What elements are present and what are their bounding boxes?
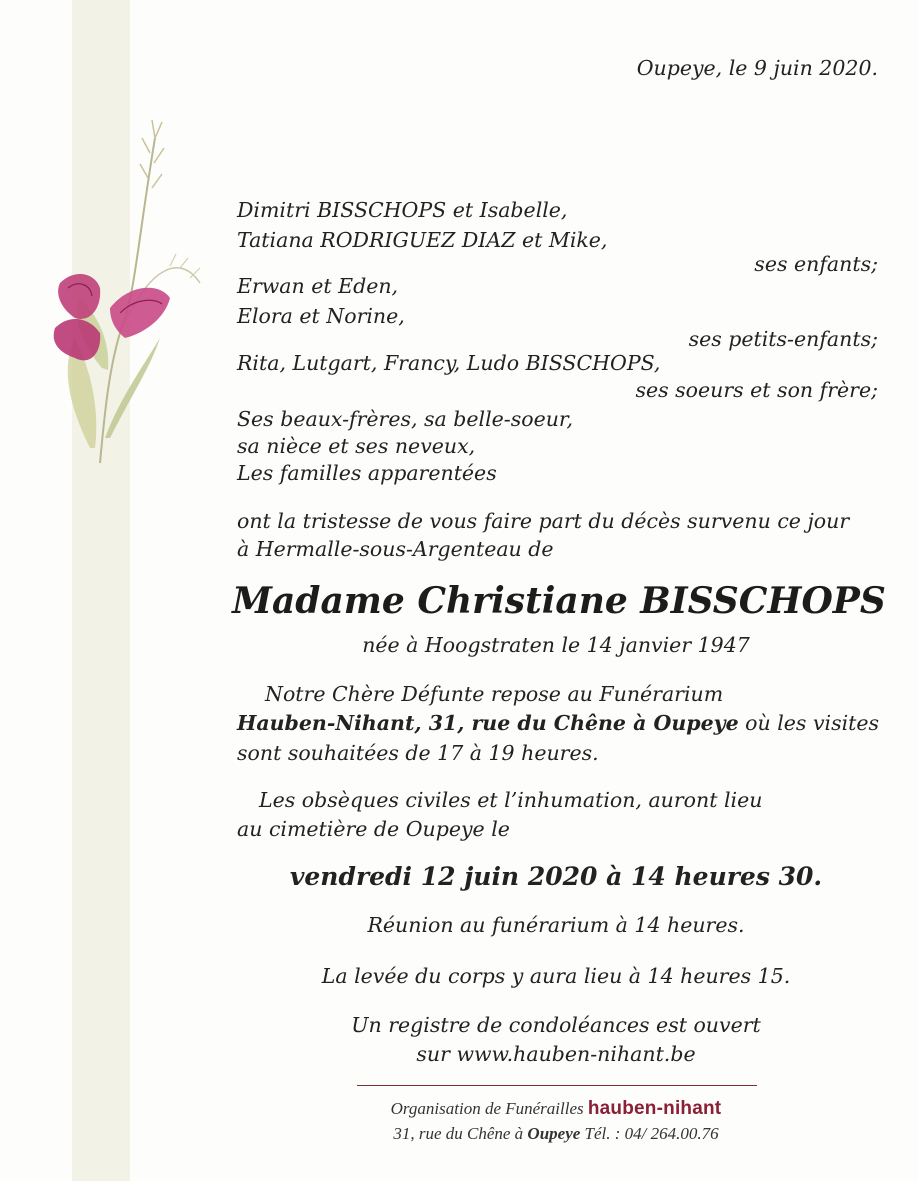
- children-label: ses enfants;: [754, 252, 878, 276]
- funerarium-address: Hauben-Nihant, 31, rue du Chêne à Oupeye: [237, 711, 739, 735]
- footer-address-prefix: 31, rue du Chêne à: [393, 1124, 528, 1143]
- footer-divider: [357, 1085, 757, 1086]
- register-line-1: Un registre de condoléances est ouvert: [351, 1013, 761, 1037]
- deceased-birth: née à Hoogstraten le 14 janvier 1947: [362, 633, 750, 657]
- siblings-label: ses soeurs et son frère;: [635, 378, 878, 402]
- footer-phone: Tél. : 04/ 264.00.76: [580, 1124, 719, 1143]
- place-date: Oupeye, le 9 juin 2020.: [636, 56, 878, 80]
- inlaws-line-1: Ses beaux-frères, sa belle-soeur,: [237, 407, 573, 431]
- footer-address-city: Oupeye: [527, 1124, 581, 1143]
- footer-organisation: [0, 1098, 918, 1120]
- visitation-line-3: sont souhaitées de 17 à 19 heures.: [237, 741, 599, 765]
- children-line-1: Dimitri BISSCHOPS et Isabelle,: [237, 198, 568, 222]
- calla-lily-illustration: [30, 108, 220, 478]
- brand-logo: hauben-nihant: [587, 1098, 722, 1119]
- funeral-line-2: au cimetière de Oupeye le: [237, 817, 510, 841]
- visitation-line-2: [237, 711, 879, 736]
- register-line-2: sur www.hauben-nihant.be: [416, 1042, 696, 1066]
- funeral-line-1: Les obsèques civiles et l’inhumation, auront lieu: [259, 788, 763, 812]
- grandchildren-line-2: Elora et Norine,: [237, 304, 405, 328]
- children-line-2: Tatiana RODRIGUEZ DIAZ et Mike,: [237, 228, 608, 252]
- footer-address: [0, 1124, 918, 1144]
- meeting-info: Réunion au funérarium à 14 heures.: [367, 913, 745, 937]
- funeral-date: vendredi 12 juin 2020 à 14 heures 30.: [289, 862, 823, 891]
- deceased-name: Madame Christiane BISSCHOPS: [232, 580, 886, 622]
- announcement-line-2: à Hermalle-sous-Argenteau de: [237, 537, 554, 561]
- levee-info: La levée du corps y aura lieu à 14 heures 15.: [321, 964, 791, 988]
- announcement-line-1: ont la tristesse de vous faire part du décès survenu ce jour: [237, 509, 850, 533]
- inlaws-line-2: sa nièce et ses neveux,: [237, 434, 476, 458]
- grandchildren-label: ses petits-enfants;: [688, 327, 878, 351]
- visitation-line-2-rest: où les visites: [738, 711, 880, 735]
- inlaws-line-3: Les familles apparentées: [237, 461, 497, 485]
- siblings-line: Rita, Lutgart, Francy, Ludo BISSCHOPS,: [237, 351, 661, 375]
- grandchildren-line-1: Erwan et Eden,: [237, 274, 399, 298]
- visitation-line-1: Notre Chère Défunte repose au Funérarium: [265, 682, 724, 706]
- footer-org-prefix: Organisation de Funérailles: [390, 1099, 584, 1118]
